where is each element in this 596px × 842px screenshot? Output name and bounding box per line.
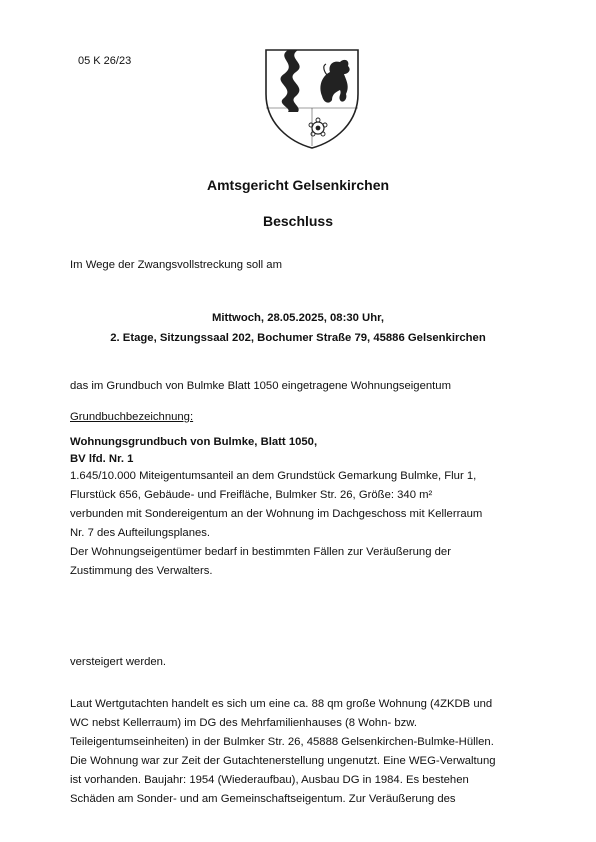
detail-line: 1.645/10.000 Miteigentumsanteil an dem Grundstück Gemarkung Bulmke, Flur 1, bbox=[70, 470, 477, 482]
land-register-bv: BV lfd. Nr. 1 bbox=[70, 453, 134, 465]
court-name: Amtsgericht Gelsenkirchen bbox=[206, 177, 390, 193]
land-register-heading: Grundbuchbezeichnung: bbox=[70, 411, 194, 423]
paragraph-line: WC nebst Kellerraum) im DG des Mehrfamilienhauses (8 Wohn- bzw. bbox=[70, 717, 417, 729]
detail-line: Nr. 7 des Aufteilungsplanes. bbox=[70, 527, 211, 539]
auction-statement: versteigert werden. bbox=[70, 656, 167, 668]
nrw-coat-of-arms-icon bbox=[262, 46, 362, 150]
valuation-paragraph bbox=[70, 695, 540, 809]
paragraph-line: Die Wohnung war zur Zeit der Gutachtenerstellung ungenutzt. Eine WEG-Verwaltung bbox=[70, 755, 496, 767]
paragraph-line: Laut Wertgutachten handelt es sich um eine ca. 88 qm große Wohnung (4ZKDB und bbox=[70, 698, 493, 710]
detail-line: Flurstück 656, Gebäude- und Freifläche, Bulmker Str. 26, Größe: 340 m² bbox=[70, 489, 433, 501]
detail-line: verbunden mit Sondereigentum an der Wohnung im Dachgeschoss mit Kellerraum bbox=[70, 508, 483, 520]
land-register-title: Wohnungsgrundbuch von Bulmke, Blatt 1050, bbox=[70, 436, 318, 448]
case-reference: 05 K 26/23 bbox=[78, 55, 132, 67]
paragraph-line: Schäden am Sonder- und am Gemeinschaftseigentum. Zur Veräußerung des bbox=[70, 793, 456, 805]
document-title: Beschluss bbox=[262, 213, 334, 229]
paragraph-line: ist vorhanden. Baujahr: 1954 (Wiederaufbau), Ausbau DG in 1984. Es bestehen bbox=[70, 774, 469, 786]
land-register-details bbox=[70, 467, 540, 581]
auction-location: 2. Etage, Sitzungssaal 202, Bochumer Straße 79, 45886 Gelsenkirchen bbox=[110, 332, 486, 344]
detail-line: Der Wohnungseigentümer bedarf in bestimmten Fällen zur Veräußerung der bbox=[70, 546, 451, 558]
object-description: das im Grundbuch von Bulmke Blatt 1050 eingetragene Wohnungseigentum bbox=[70, 380, 451, 392]
paragraph-line: Teileigentumseinheiten) in der Bulmker Str. 26, 45888 Gelsenkirchen-Bulmke-Hüllen. bbox=[70, 736, 494, 748]
intro-text: Im Wege der Zwangsvollstreckung soll am bbox=[70, 259, 283, 271]
detail-line: Zustimmung des Verwalters. bbox=[70, 565, 213, 577]
auction-date: Mittwoch, 28.05.2025, 08:30 Uhr, bbox=[211, 312, 385, 324]
